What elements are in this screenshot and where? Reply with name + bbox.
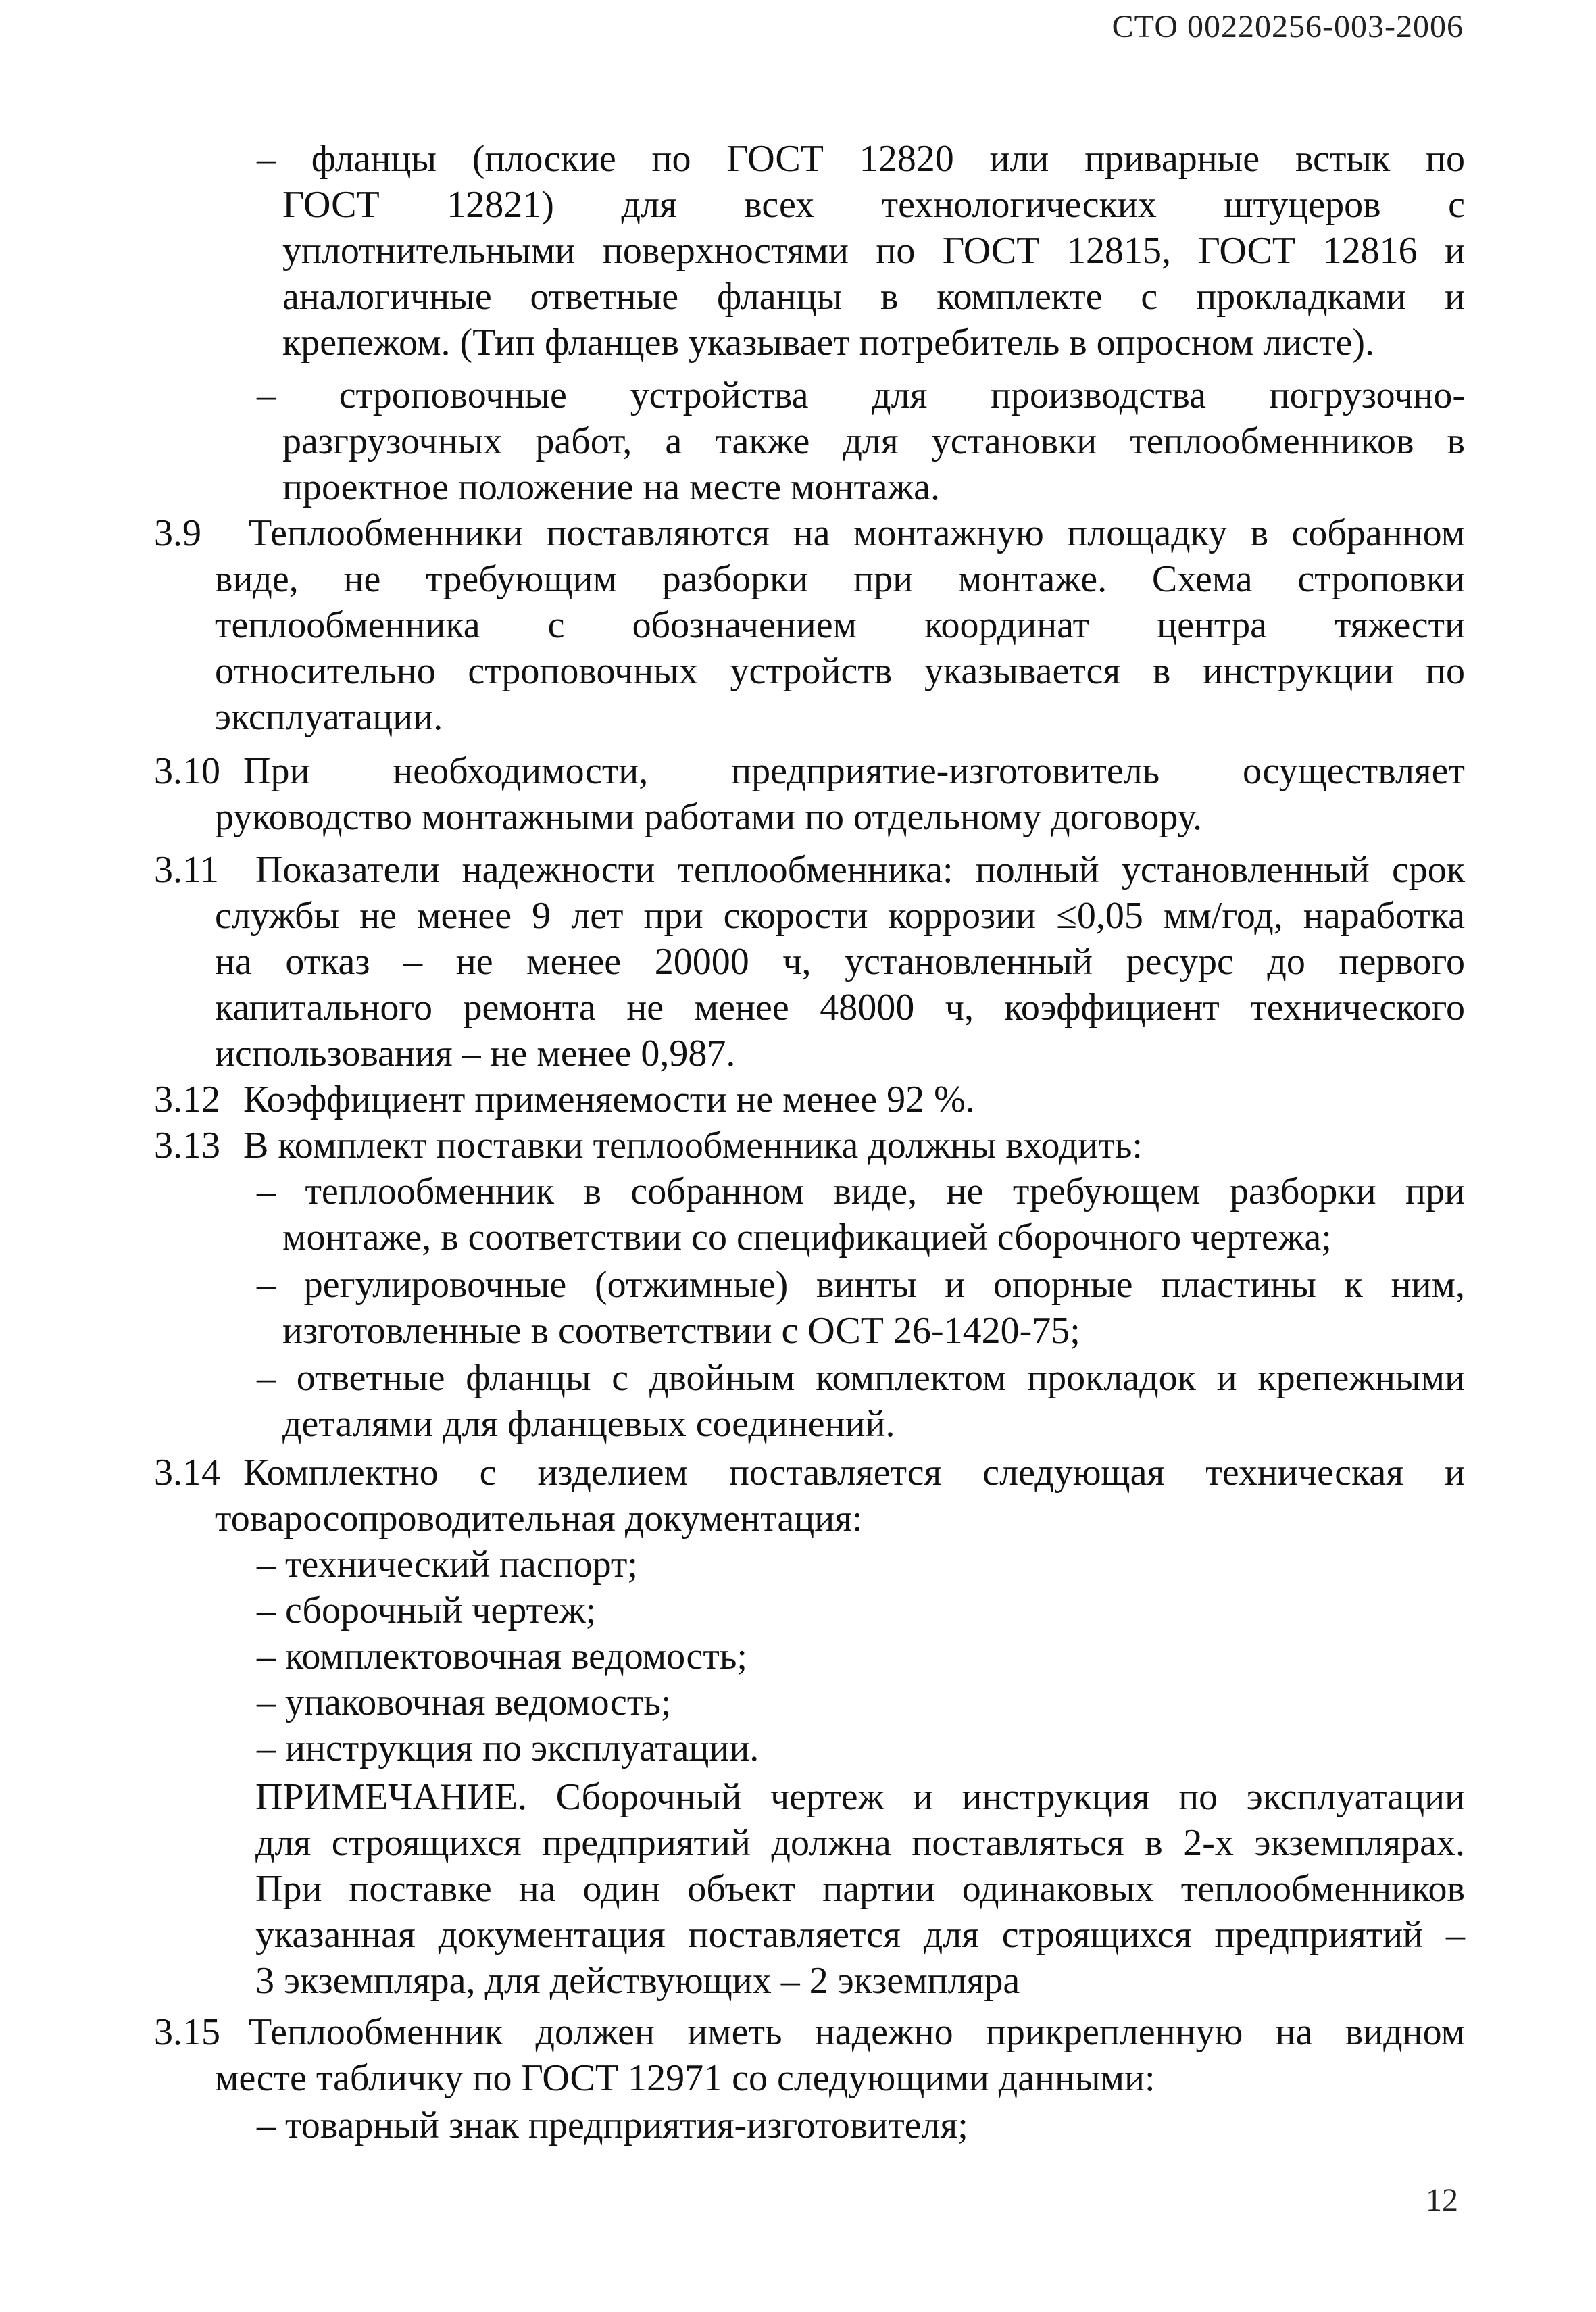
page-number: 12 (1426, 2182, 1458, 2218)
text-line: При необходимости, предприятие-изготовитель осуществляет (243, 750, 1465, 792)
text-line: разгрузочных работ, а также для установки теплообменников в (282, 420, 1465, 462)
text-line: – регулировочные (отжимные) винты и опорные пластины к ним, (257, 1264, 1465, 1306)
text-line: – сборочный чертеж; (257, 1590, 597, 1631)
text-line: аналогичные ответные фланцы в комплекте с прокладками и (282, 276, 1465, 318)
text-line: – фланцы (плоские по ГОСТ 12820 или приварные встык по (257, 138, 1465, 180)
text-line: капитального ремонта не менее 48000 ч, коэффициент технического (215, 987, 1465, 1029)
text-line: Коэффициент применяемости не менее 92 %. (243, 1079, 975, 1121)
section-number: 3.14 (154, 1452, 220, 1494)
text-line: изготовленные в соответствии с ОСТ 26-1420-75; (282, 1310, 1080, 1352)
section-number: 3.10 (154, 750, 220, 792)
text-line: использования – не менее 0,987. (215, 1033, 736, 1075)
text-line: уплотнительными поверхностями по ГОСТ 12815, ГОСТ 12816 и (282, 230, 1465, 272)
text-line: монтаже, в соответствии со спецификацией сборочного чертежа; (282, 1216, 1332, 1258)
section-number: 3.13 (154, 1125, 220, 1166)
text-line: Показатели надежности теплообменника: полный установленный срок (255, 849, 1465, 891)
text-line: проектное положение на месте монтажа. (282, 466, 940, 508)
text-line: виде, не требующим разборки при монтаже. Схема строповки (215, 558, 1465, 600)
text-line: относительно строповочных устройств указывается в инструкции по (215, 650, 1465, 692)
text-line: теплообменника с обозначением координат центра тяжести (215, 604, 1465, 646)
text-line: – комплектовочная ведомость; (257, 1635, 747, 1677)
text-line: деталями для фланцевых соединений. (282, 1403, 895, 1445)
text-line: Теплообменник должен иметь надежно прикрепленную на видном (249, 2011, 1465, 2053)
text-line: указанная документация поставляется для строящихся предприятий – (255, 1914, 1465, 1956)
document-code: СТО 00220256-003-2006 (1112, 9, 1464, 45)
section-number: 3.9 (154, 512, 201, 554)
section-number: 3.12 (154, 1079, 220, 1121)
text-line: – теплообменник в собранном виде, не требующем разборки при (257, 1171, 1465, 1212)
text-line: При поставке на один объект партии одинаковых теплообменников (255, 1868, 1465, 1910)
text-line: руководство монтажными работами по отдельному договору. (215, 796, 1203, 838)
text-line: – упаковочная ведомость; (257, 1681, 672, 1723)
text-line: В комплект поставки теплообменника должны входить: (243, 1125, 1143, 1166)
text-line: Теплообменники поставляются на монтажную площадку в собранном (249, 512, 1465, 554)
section-number: 3.11 (154, 849, 219, 891)
text-line: – товарный знак предприятия-изготовителя; (257, 2105, 968, 2146)
text-line: – ответные фланцы с двойным комплектом прокладок и крепежными (257, 1357, 1465, 1399)
text-line: – технический паспорт; (257, 1544, 638, 1585)
text-line: – строповочные устройства для производства погрузочно- (257, 374, 1465, 416)
text-line: ПРИМЕЧАНИЕ. Сборочный чертеж и инструкция по эксплуатации (255, 1776, 1465, 1818)
text-line: Комплектно с изделием поставляется следующая техническая и (243, 1452, 1465, 1494)
text-line: товаросопроводительная документация: (215, 1498, 863, 1540)
text-line: службы не менее 9 лет при скорости коррозии ≤0,05 мм/год, наработка (215, 895, 1465, 937)
text-line: месте табличку по ГОСТ 12971 со следующими данными: (215, 2057, 1155, 2099)
text-line: 3 экземпляра, для действующих – 2 экземпляра (255, 1960, 1020, 2002)
text-line: крепежом. (Тип фланцев указывает потребитель в опросном листе). (282, 322, 1374, 364)
text-line: на отказ – не менее 20000 ч, установленный ресурс до первого (215, 941, 1465, 983)
text-line: эксплуатации. (215, 696, 443, 738)
section-number: 3.15 (154, 2011, 220, 2053)
text-line: ГОСТ 12821) для всех технологических штуцеров с (282, 184, 1465, 226)
text-line: для строящихся предприятий должна поставляться в 2-х экземплярах. (255, 1822, 1465, 1864)
text-line: – инструкция по эксплуатации. (257, 1727, 759, 1769)
